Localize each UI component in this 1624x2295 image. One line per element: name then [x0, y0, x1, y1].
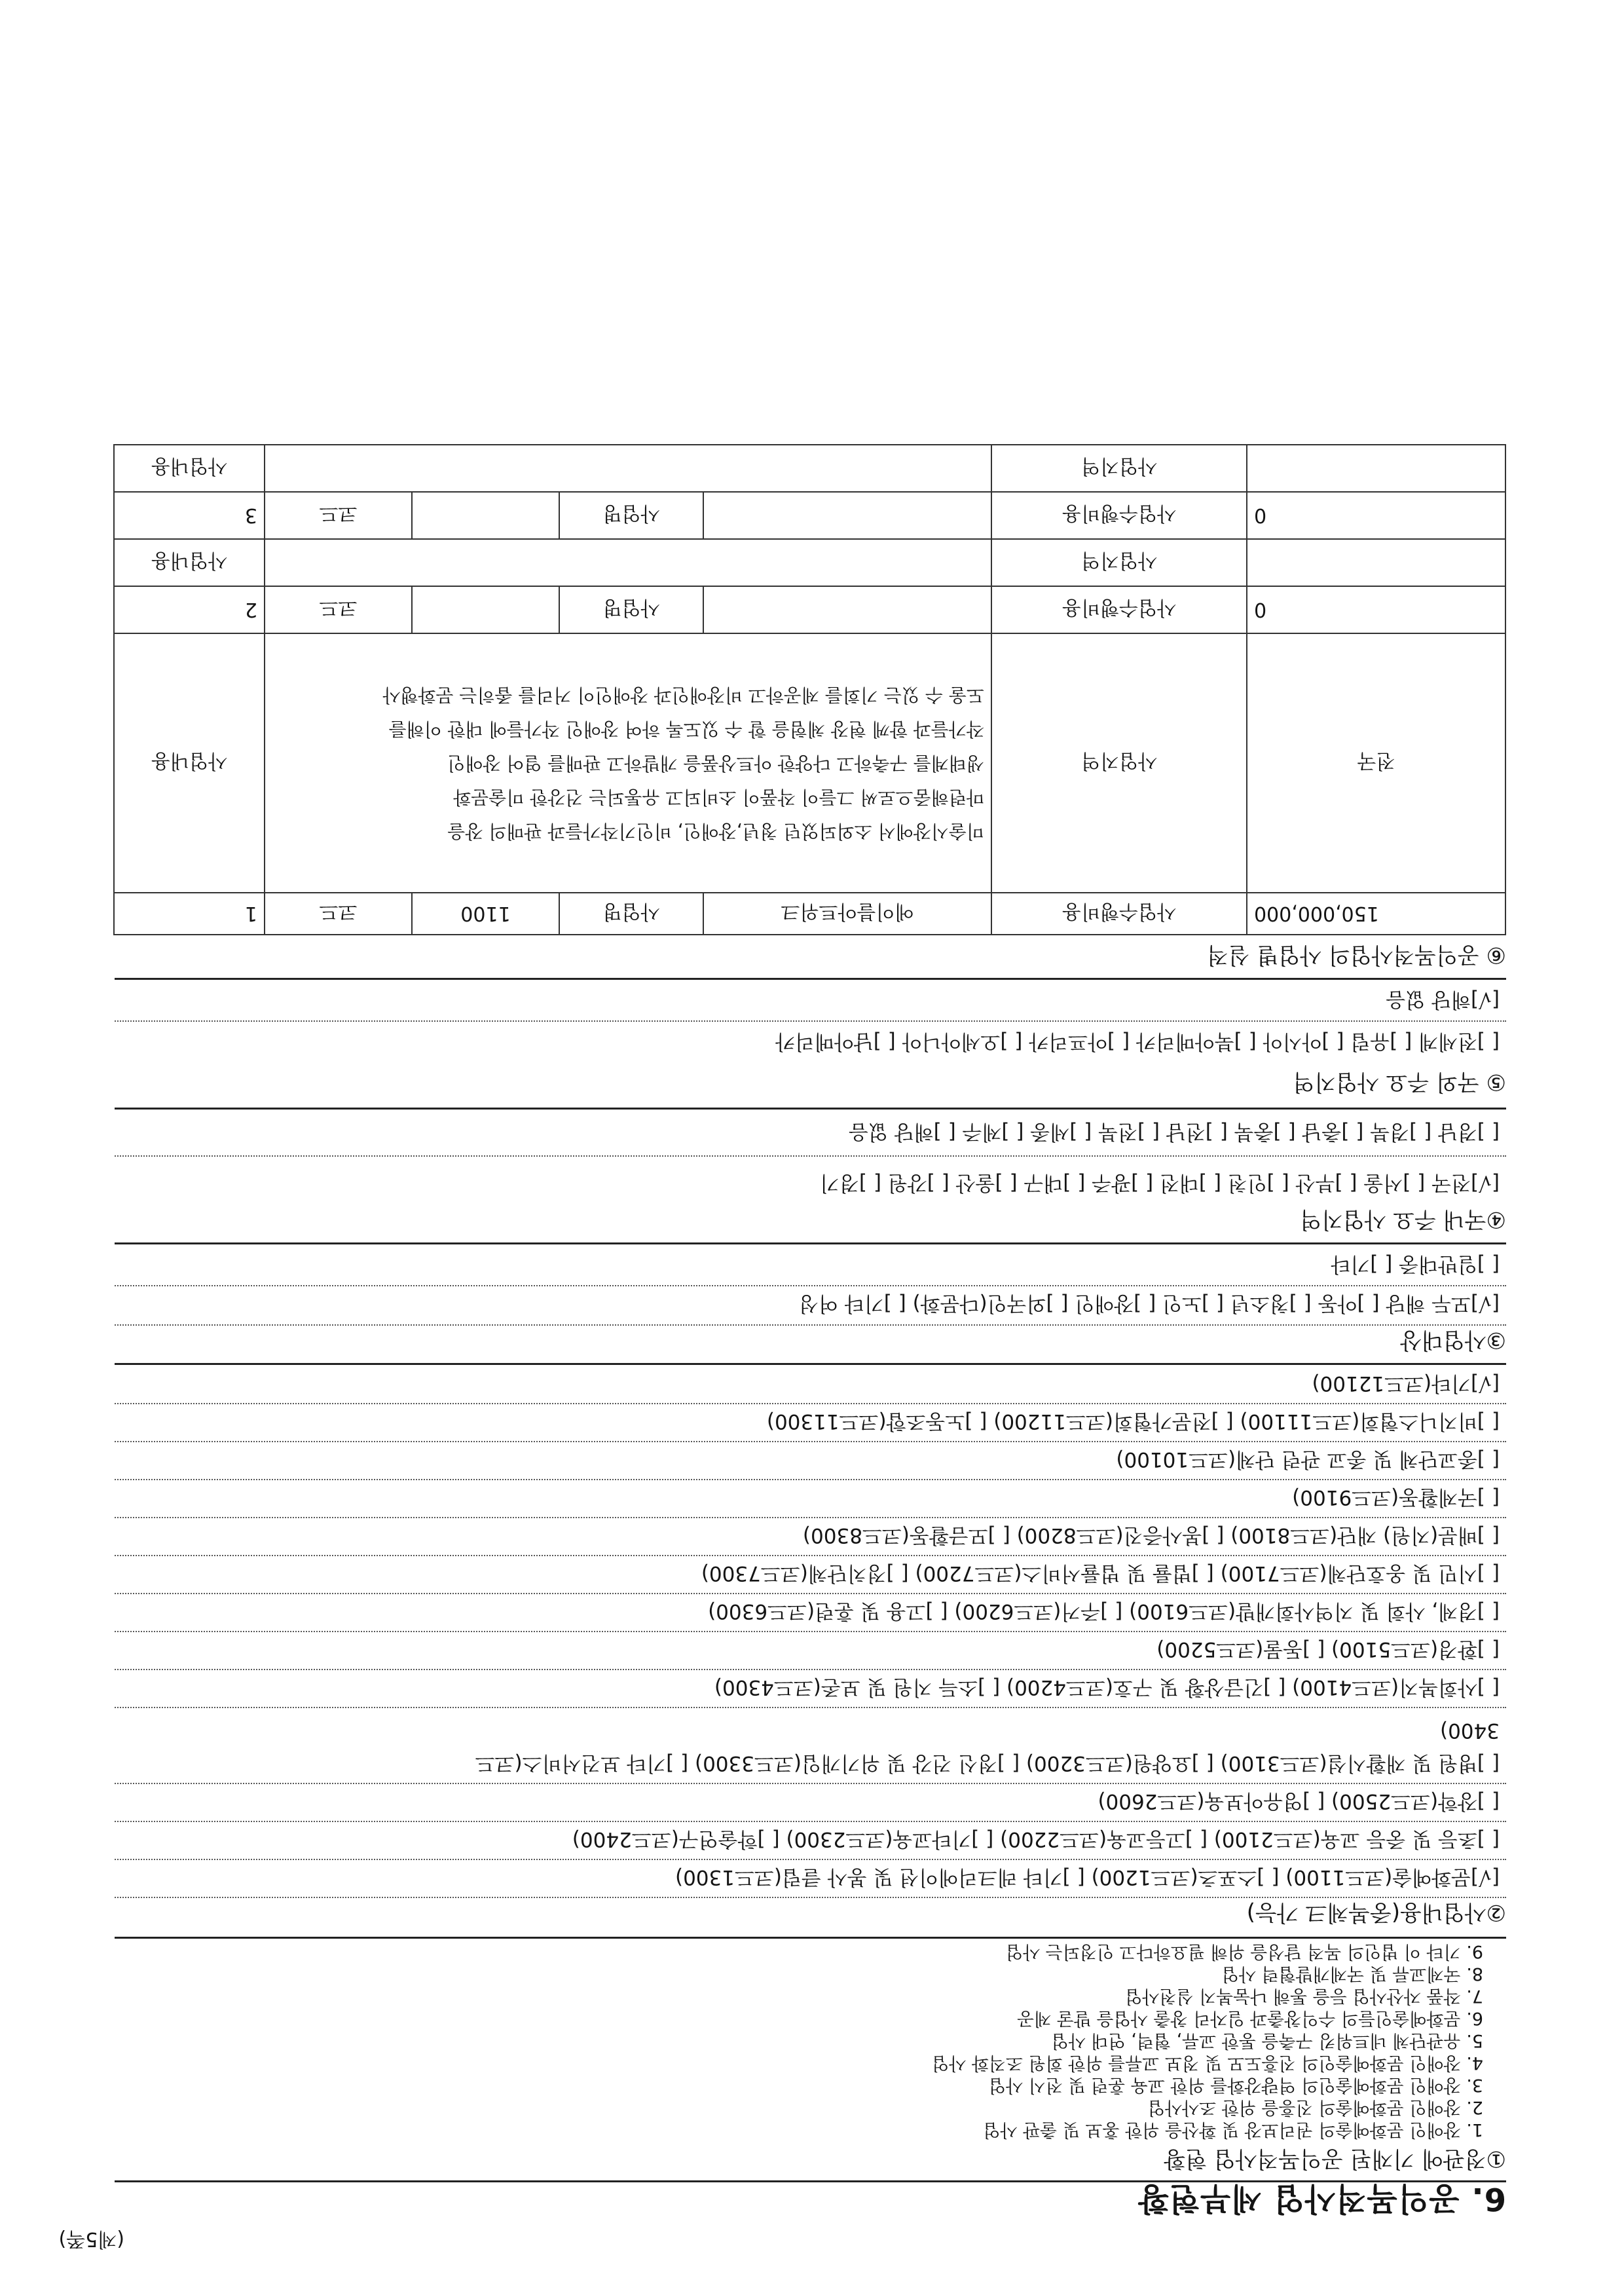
code-label: 코드 [265, 586, 412, 633]
part1-item: 3. 장애인 문화예술인의 역량강화를 위한 교육 훈련 및 전시 사업 [988, 2075, 1483, 2095]
business-region-value: 전국 [1247, 633, 1505, 893]
table-row [114, 539, 1505, 586]
activity-line: [ ]국제활동(코드9100) [1292, 1485, 1500, 1509]
business-content-label: 사업내용 [114, 445, 265, 492]
dotted-divider [115, 1441, 1506, 1442]
table-row [114, 893, 1505, 935]
section-title: 6. 공익목적사업 세부현황 [1137, 2180, 1506, 2217]
row-number: 1 [114, 893, 265, 935]
divider [115, 1242, 1506, 1244]
part5-title: ⑤ 국외 주요 사업지역 [1293, 1069, 1506, 1095]
code-label: 코드 [265, 893, 412, 935]
part1-item: 5. 유관단체 네트워킹 구축을 통한 교류, 협력, 연대 사업 [1051, 2030, 1483, 2051]
content-line: 미술시장에서 소외되었던 청년,장애인, 비인기작가들과 판매의 장을 [447, 821, 984, 842]
activity-line: [√]기타(코드12100) [1312, 1371, 1500, 1395]
part1-item: 4. 장애인 문화예술인의 진흥도모 및 정보 교류를 위한 회원 조직화 사업 [932, 2053, 1483, 2073]
dotted-divider [115, 1555, 1506, 1556]
divider [115, 1937, 1506, 1939]
content-line: 작가들과 함께 현장 체험을 할 수 있도록 하여 장애인 작가들에 대한 이해를 [388, 718, 984, 740]
business-name-value [703, 586, 991, 633]
code-value [412, 492, 559, 539]
activity-line: [√]문화예술(코드1100) [ ]스포츠(코드1200) [ ]기타 레크리에이션 및 봉사 클럽(코드1300) [675, 1865, 1500, 1889]
dotted-divider [115, 1821, 1506, 1822]
dotted-divider [115, 1669, 1506, 1670]
business-region-label: 사업지역 [991, 445, 1247, 492]
activity-line: [ ]초등 및 중등 교육(코드2100) [ ]고등교육(코드2200) [ ]기타교육(코드2300) [ ]학술연구(코드2400) [572, 1827, 1500, 1851]
business-cost-label: 사업수행비용 [991, 893, 1247, 935]
divider [115, 1363, 1506, 1365]
table-row [114, 586, 1505, 633]
dotted-divider [115, 1631, 1506, 1632]
content-line: 도울 수 있는 기회를 제공하고 비장애인과 장애인이 거리를 좁히는 문화행사 [382, 684, 984, 706]
business-cost-label: 사업수행비용 [991, 586, 1247, 633]
part1-item: 6. 문화예술인들의 수익창출과 일자리 창출 사업을 발굴 제공 [1017, 2008, 1483, 2028]
activity-line: [ ]종교단체 및 종교 관련 단체(코드10100) [1116, 1447, 1500, 1471]
business-content-label: 사업내용 [114, 539, 265, 586]
business-name-label: 사업명 [559, 893, 703, 935]
target-line: [√]모두 해당 [ ]아동 [ ]청소년 [ ]노인 [ ]장애인 [ ]외국인(다문화) [ ]기타 여성 [799, 1292, 1500, 1315]
business-name-value [703, 492, 991, 539]
business-content-value [265, 445, 991, 492]
activity-line: [ ]사회복지(코드4100) [ ]긴급상황 및 구호(코드4200) [ ]소득 지원 및 보존(코드4300) [714, 1675, 1500, 1699]
part1-item: 2. 장애인 문화예술의 진흥을 위한 조사사업 [1147, 2097, 1483, 2118]
business-cost-label: 사업수행비용 [991, 492, 1247, 539]
part1-item: 8. 국제교류 및 국제개발협력 사업 [1221, 1964, 1483, 1984]
row-number: 3 [114, 492, 265, 539]
dotted-divider [115, 1859, 1506, 1860]
business-region-label: 사업지역 [991, 633, 1247, 893]
activity-line: [ ]배분(지원) 재단(코드8100) [ ]봉사증진(코드8200) [ ]모금활동(코드8300) [802, 1523, 1500, 1547]
part1-item: 1. 장애인 문화예술의 권리보장 및 확산을 위한 홍보 및 출판 사업 [983, 2119, 1483, 2140]
part2-title: ②사업내용(중복체크 가능) [1246, 1899, 1506, 1926]
activity-line: [ ]장학(코드2500) [ ]영유아보육(코드2600) [1098, 1789, 1500, 1813]
performance-table [113, 444, 1506, 935]
dotted-divider [115, 1783, 1506, 1784]
overseas-region-line: [√]해당 없음 [1386, 988, 1500, 1011]
dotted-divider [115, 1479, 1506, 1480]
dotted-divider [115, 1707, 1506, 1708]
activity-line: [ ]경제, 사회 및 지역사회개발(코드6100) [ ]주거(코드6200) [ ]고용 및 훈련(코드6300) [708, 1599, 1500, 1623]
business-region-value [1247, 539, 1505, 586]
dotted-divider [115, 1285, 1506, 1286]
dotted-divider [115, 1897, 1506, 1898]
part1-item: 7. 작품 자산사업 등을 통해 나눔복지 실천사업 [1125, 1986, 1483, 2006]
code-value: 1100 [412, 893, 559, 935]
business-cost-value: 0 [1247, 586, 1505, 633]
business-content-value [265, 633, 991, 893]
code-label: 코드 [265, 492, 412, 539]
activity-line: [ ]병원 및 재활시설(코드3100) [ ]요양원(코드3200) [ ]정신 건강 및 위기개입(코드3300) [ ]기타 보건서비스(코드 [475, 1751, 1500, 1775]
domestic-region-line: [ ]경남 [ ]경북 [ ]충남 [ ]충북 [ ]전남 [ ]전북 [ ]세종 [ ]제주 [ ]해당 없음 [849, 1120, 1500, 1144]
business-content-value [265, 539, 991, 586]
business-content-label: 사업내용 [114, 633, 265, 893]
page-number: (제5쪽) [58, 2228, 124, 2250]
part3-title: ③사업대상 [1400, 1327, 1506, 1353]
code-value [412, 586, 559, 633]
content-line: 생태계를 구축하고 다양한 아트상품을 개발하고 판매를 열어 장애인 [447, 753, 984, 774]
content-line: 마련해줌으로써 그들이 작품이 소비되고 유통되는 건강한 미술문화 [453, 787, 984, 808]
divider [115, 1108, 1506, 1110]
business-region-value [1247, 445, 1505, 492]
business-name-label: 사업명 [559, 586, 703, 633]
part4-title: ④국내 주요 사업지역 [1300, 1206, 1506, 1233]
domestic-region-line: [√]전국 [ ]서울 [ ]부산 [ ]인천 [ ]대전 [ ]광주 [ ]대구 [ ]울산 [ ]강원 [ ]경기 [820, 1171, 1500, 1195]
table-row [114, 633, 1505, 893]
target-line: [ ]일반대중 [ ]기타 [1331, 1252, 1500, 1276]
dotted-divider [115, 1155, 1506, 1157]
activity-line: [ ]시민 및 옹호단체(코드7100) [ ]법률 및 법률서비스(코드7200) [ ]정치단체(코드7300) [701, 1561, 1500, 1585]
activity-line: 3400) [1440, 1719, 1500, 1742]
table-row [114, 492, 1505, 539]
business-cost-value: 0 [1247, 492, 1505, 539]
business-name-value: 에이블아트위크 [703, 893, 991, 935]
activity-line: [ ]비지니스협회(코드11100) [ ]전문가협회(코드11200) [ ]노동조합(코드11300) [766, 1409, 1500, 1433]
dotted-divider [115, 1403, 1506, 1404]
divider [115, 978, 1506, 980]
dotted-divider [115, 1593, 1506, 1594]
dotted-divider [115, 1324, 1506, 1326]
part1-title: ①정관에 기재된 공익목적사업 현황 [1164, 2146, 1506, 2172]
dotted-divider [115, 1517, 1506, 1518]
part6-title: ⑥ 공익목적사업의 사업별 실적 [1206, 942, 1506, 968]
dotted-divider [115, 1020, 1506, 1022]
overseas-region-line: [ ]전세계 [ ]유럽 [ ]아시아 [ ]북아메리카 [ ]아프리카 [ ]오세아니아 [ ]남아메리카 [775, 1030, 1500, 1053]
row-number: 2 [114, 586, 265, 633]
activity-line: [ ]환경(코드5100) [ ]동물(코드5200) [1156, 1637, 1500, 1661]
business-name-label: 사업명 [559, 492, 703, 539]
business-region-label: 사업지역 [991, 539, 1247, 586]
business-cost-value: 150,000,000 [1247, 893, 1505, 935]
part1-item: 9. 기타 이 법인의 목적 달성을 위해 필요하다고 인정되는 사업 [1006, 1941, 1483, 1962]
table-row [114, 445, 1505, 492]
divider [115, 2180, 1506, 2182]
